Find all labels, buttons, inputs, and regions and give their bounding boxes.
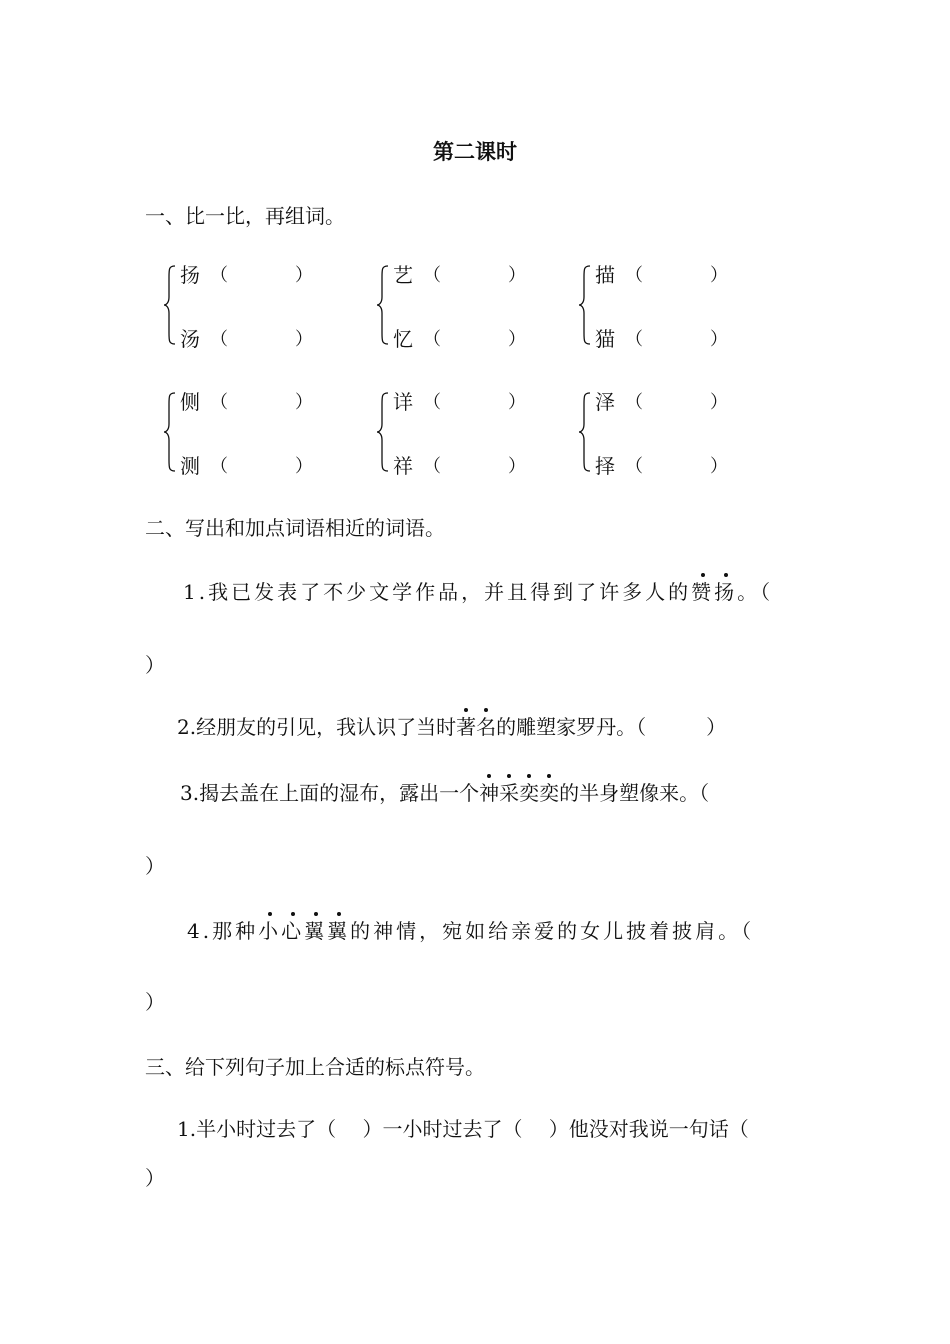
pair-char-a: 艺 <box>393 263 413 287</box>
dotted-word <box>456 715 496 739</box>
question-text: 3.揭去盖在上面的湿布，露出一个 <box>180 781 480 805</box>
dotted-char: 翼 <box>304 919 328 943</box>
answer-paren-close: ） <box>145 1166 165 1190</box>
word-pair <box>578 392 728 482</box>
pair-char-a: 详 <box>393 390 413 414</box>
dotted-char: 奕 <box>539 781 560 805</box>
answer-paren-close: ） <box>145 854 165 878</box>
paren-open: （ <box>625 265 643 286</box>
dotted-char: 心 <box>281 919 305 943</box>
paren-open: （ <box>210 265 228 286</box>
section-3-heading: 三、给下列句子加上合适的标点符号。 <box>145 1055 485 1079</box>
question-text: 4.那种 <box>187 919 259 943</box>
question-3-1: 1.半小时过去了（ ）一小时过去了（ ）他没对我说一句话（ <box>177 1117 749 1141</box>
dotted-char: 翼 <box>327 919 351 943</box>
pair-char-b: 忆 <box>393 327 413 351</box>
answer-paren-close: ） <box>145 653 165 677</box>
paren-close: ） <box>508 456 526 477</box>
pair-char-a: 描 <box>595 263 615 287</box>
paren-close: ） <box>710 329 728 350</box>
paren-open: （ <box>423 329 441 350</box>
paren-open: （ <box>423 456 441 477</box>
pair-char-a: 扬 <box>180 263 200 287</box>
page-title: 第二课时 <box>433 139 517 164</box>
word-pair <box>163 265 313 355</box>
curly-brace-icon <box>163 392 177 472</box>
paren-open: （ <box>423 392 441 413</box>
word-pair <box>163 392 313 482</box>
dotted-char: 奕 <box>519 781 540 805</box>
paren-open: （ <box>210 392 228 413</box>
paren-close: ） <box>508 392 526 413</box>
pair-char-a: 侧 <box>180 390 200 414</box>
pair-char-b: 汤 <box>180 327 200 351</box>
question-text: 2.经朋友的引见，我认识了当时 <box>177 715 457 739</box>
paren-close: ） <box>710 392 728 413</box>
dotted-word <box>479 781 559 805</box>
paren-close: ） <box>295 392 313 413</box>
paren-close: ） <box>295 329 313 350</box>
question-2-3 <box>180 783 709 803</box>
word-pair <box>578 265 728 355</box>
paren-open: （ <box>423 265 441 286</box>
paren-open: （ <box>625 329 643 350</box>
section-2-heading: 二、写出和加点词语相近的词语。 <box>145 516 445 540</box>
curly-brace-icon <box>376 265 390 345</box>
section-1-heading: 一、比一比，再组词。 <box>145 204 345 228</box>
paren-close: ） <box>295 265 313 286</box>
paren-open: （ <box>625 392 643 413</box>
paren-open: （ <box>625 456 643 477</box>
word-pair <box>376 392 526 482</box>
question-2-1 <box>183 582 773 602</box>
paren-close: ） <box>710 265 728 286</box>
answer-paren-close: ） <box>145 990 165 1014</box>
question-2-2 <box>177 717 726 737</box>
paren-close: ） <box>295 456 313 477</box>
paren-close: ） <box>710 456 728 477</box>
pair-char-b: 择 <box>595 454 615 478</box>
dotted-char: 神 <box>479 781 500 805</box>
dotted-word <box>258 919 350 943</box>
word-pair <box>376 265 526 355</box>
pair-char-b: 测 <box>180 454 200 478</box>
question-2-4 <box>187 921 754 941</box>
pair-char-a: 泽 <box>595 390 615 414</box>
question-text: 1.我已发表了不少文学作品，并且得到了许多人的 <box>183 580 692 604</box>
dotted-char: 采 <box>499 781 520 805</box>
dotted-char: 小 <box>258 919 282 943</box>
paren-close: ） <box>508 265 526 286</box>
dotted-char: 著 <box>456 715 477 739</box>
pair-char-b: 猫 <box>595 327 615 351</box>
paren-open: （ <box>210 329 228 350</box>
curly-brace-icon <box>578 265 592 345</box>
question-text: 。（ <box>737 580 774 604</box>
pair-char-b: 祥 <box>393 454 413 478</box>
curly-brace-icon <box>578 392 592 472</box>
dotted-char: 赞 <box>691 580 715 604</box>
question-text: 的神情，宛如给亲爱的女儿披着披肩。（ <box>350 919 755 943</box>
curly-brace-icon <box>163 265 177 345</box>
paren-close: ） <box>508 329 526 350</box>
dotted-word <box>691 580 737 604</box>
dotted-char: 名 <box>476 715 497 739</box>
question-text: 的半身塑像来。（ <box>559 781 710 805</box>
curly-brace-icon <box>376 392 390 472</box>
question-text: 的雕塑家罗丹。（ ） <box>496 715 727 739</box>
paren-open: （ <box>210 456 228 477</box>
dotted-char: 扬 <box>714 580 738 604</box>
